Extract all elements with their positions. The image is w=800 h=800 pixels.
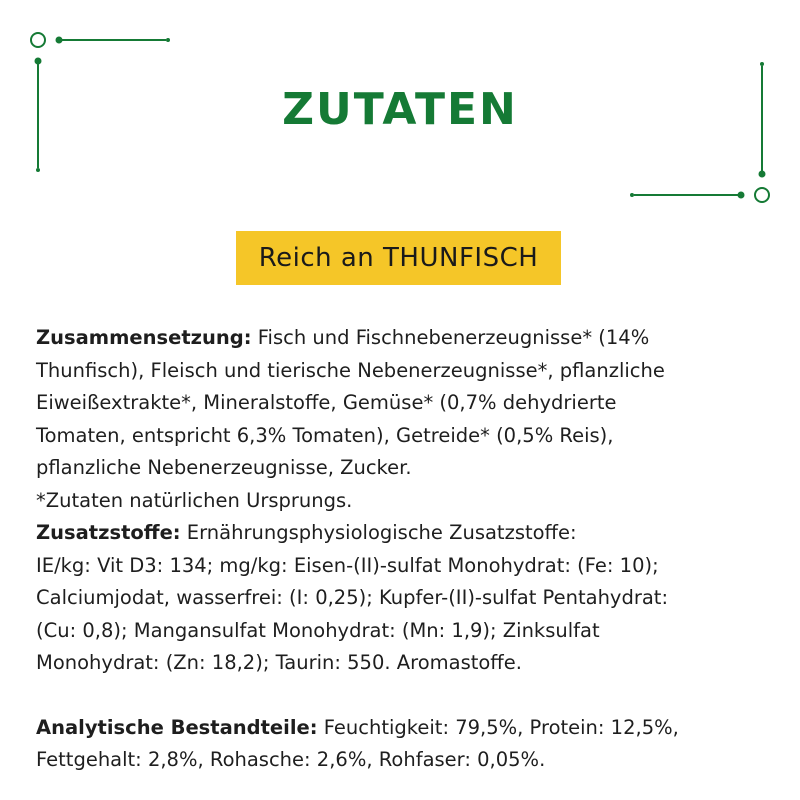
additives-line: IE/kg: Vit D3: 134; mg/kg: Eisen-(II)-sulfat Monohydrat: (Fe: 10); [36, 553, 659, 577]
additives-line: Calciumjodat, wasserfrei: (I: 0,25); Kupfer-(II)-sulfat Pentahydrat: [36, 586, 669, 609]
page-title: ZUTATEN [282, 84, 518, 135]
ingredients-text [36, 322, 776, 777]
composition-line: Tomaten, entspricht 6,3% Tomaten), Getreide* (0,5% Reis), [36, 423, 614, 447]
highlight-badge-label: Reich an THUNFISCH [258, 243, 539, 273]
additives-label: Zusatzstoffe: [36, 521, 181, 544]
analytical-line: Fettgehalt: 2,8%, Rohasche: 2,6%, Rohfaser: 0,05%. [36, 748, 546, 771]
analytical-line: Analytische Bestandteile: Feuchtigkeit: 79,5%, Protein: 12,5%, [36, 715, 679, 739]
composition-footnote: *Zutaten natürlichen Ursprungs. [36, 488, 353, 512]
section-spacer [36, 680, 776, 712]
composition-line: Zusammensetzung: Fisch und Fischnebenerzeugnisse* (14% [36, 326, 650, 349]
composition-label: Zusammensetzung: [36, 326, 252, 349]
additives-line: Monohydrat: (Zn: 18,2); Taurin: 550. Aromastoffe. [36, 651, 522, 674]
composition-line: pflanzliche Nebenerzeugnisse, Zucker. [36, 456, 412, 479]
composition-line: Eiweißextrakte*, Mineralstoffe, Gemüse* (0,7% dehydrierte [36, 391, 617, 414]
additives-line: Zusatzstoffe: Ernährungsphysiologische Zusatzstoffe: [36, 521, 577, 544]
analytical-label: Analytische Bestandteile: [36, 715, 318, 739]
additives-line: (Cu: 0,8); Mangansulfat Monohydrat: (Mn: 1,9); Zinksulfat [36, 618, 600, 642]
composition-line: Thunfisch), Fleisch und tierische Nebenerzeugnisse*, pflanzliche [36, 358, 665, 382]
highlight-badge [236, 231, 561, 285]
